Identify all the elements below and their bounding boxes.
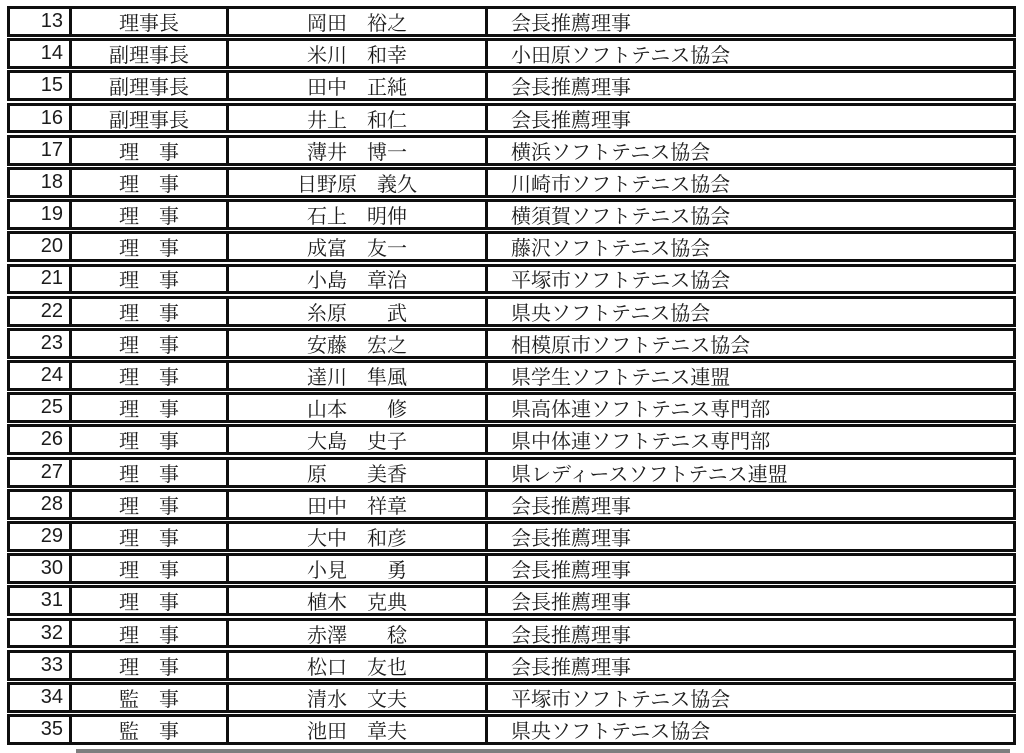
table-row — [7, 521, 1016, 552]
cell-row-number: 19 — [7, 199, 72, 230]
cell-position: 副理事長 — [69, 38, 229, 69]
cell-position: 理 事 — [69, 231, 229, 262]
cell-row-number: 33 — [7, 650, 72, 681]
cell-member-name: 安藤 宏之 — [226, 328, 488, 359]
table-row — [7, 167, 1016, 198]
cell-affiliation: 川崎市ソフトテニス協会 — [485, 167, 1016, 198]
cell-affiliation: 会長推薦理事 — [485, 618, 1016, 649]
cell-member-name: 小見 勇 — [226, 553, 488, 584]
cell-member-name: 薄井 博一 — [226, 135, 488, 166]
cell-row-number: 15 — [7, 70, 72, 101]
table-row — [7, 135, 1016, 166]
cell-member-name: 赤澤 稔 — [226, 618, 488, 649]
table-row — [7, 264, 1016, 295]
cell-affiliation: 横須賀ソフトテニス協会 — [485, 199, 1016, 230]
cell-member-name: 糸原 武 — [226, 296, 488, 327]
cell-member-name: 岡田 裕之 — [226, 6, 488, 37]
cell-row-number: 14 — [7, 38, 72, 69]
cell-member-name: 山本 修 — [226, 392, 488, 423]
cell-position: 理 事 — [69, 360, 229, 391]
cell-affiliation: 会長推薦理事 — [485, 553, 1016, 584]
cell-affiliation: 県レディースソフトテニス連盟 — [485, 457, 1016, 488]
cell-member-name: 小島 章治 — [226, 264, 488, 295]
table-row — [7, 328, 1016, 359]
cell-row-number: 24 — [7, 360, 72, 391]
table-row — [7, 296, 1016, 327]
cell-member-name: 池田 章夫 — [226, 714, 488, 745]
cell-affiliation: 県央ソフトテニス協会 — [485, 296, 1016, 327]
cell-row-number: 29 — [7, 521, 72, 552]
cell-row-number: 17 — [7, 135, 72, 166]
cell-row-number: 32 — [7, 618, 72, 649]
cell-member-name: 石上 明伸 — [226, 199, 488, 230]
table-row — [7, 553, 1016, 584]
table-row — [7, 6, 1016, 37]
cell-position: 理 事 — [69, 392, 229, 423]
cell-affiliation: 平塚市ソフトテニス協会 — [485, 682, 1016, 713]
cell-affiliation: 相模原市ソフトテニス協会 — [485, 328, 1016, 359]
cell-position: 理 事 — [69, 553, 229, 584]
cell-row-number: 23 — [7, 328, 72, 359]
table-row — [7, 585, 1016, 616]
cell-position: 理 事 — [69, 618, 229, 649]
cell-position: 理 事 — [69, 457, 229, 488]
table-row — [7, 650, 1016, 681]
cell-affiliation: 会長推薦理事 — [485, 489, 1016, 520]
table-row — [7, 103, 1016, 134]
table-row — [7, 70, 1016, 101]
cell-affiliation: 県高体連ソフトテニス専門部 — [485, 392, 1016, 423]
cell-member-name: 田中 祥章 — [226, 489, 488, 520]
cell-position: 理 事 — [69, 296, 229, 327]
cell-affiliation: 会長推薦理事 — [485, 103, 1016, 134]
cell-row-number: 35 — [7, 714, 72, 745]
cell-position: 理 事 — [69, 199, 229, 230]
cell-position: 副理事長 — [69, 70, 229, 101]
cell-member-name: 大島 史子 — [226, 424, 488, 455]
cell-row-number: 31 — [7, 585, 72, 616]
cell-affiliation: 横浜ソフトテニス協会 — [485, 135, 1016, 166]
cell-position: 監 事 — [69, 682, 229, 713]
cell-row-number: 30 — [7, 553, 72, 584]
table-row — [7, 424, 1016, 455]
cell-affiliation: 藤沢ソフトテニス協会 — [485, 231, 1016, 262]
cell-row-number: 20 — [7, 231, 72, 262]
table-row — [7, 199, 1016, 230]
table-row — [7, 360, 1016, 391]
cell-position: 理 事 — [69, 521, 229, 552]
cell-position: 理 事 — [69, 167, 229, 198]
cell-row-number: 21 — [7, 264, 72, 295]
cell-affiliation: 小田原ソフトテニス協会 — [485, 38, 1016, 69]
cell-position: 理 事 — [69, 135, 229, 166]
table-row — [7, 457, 1016, 488]
cell-row-number: 25 — [7, 392, 72, 423]
table-row — [7, 38, 1016, 69]
table-row — [7, 392, 1016, 423]
cell-member-name: 植木 克典 — [226, 585, 488, 616]
cell-member-name: 成富 友一 — [226, 231, 488, 262]
table-row — [7, 231, 1016, 262]
cell-affiliation: 会長推薦理事 — [485, 521, 1016, 552]
cell-affiliation: 県学生ソフトテニス連盟 — [485, 360, 1016, 391]
cell-member-name: 清水 文夫 — [226, 682, 488, 713]
cell-row-number: 34 — [7, 682, 72, 713]
cell-row-number: 27 — [7, 457, 72, 488]
cell-affiliation: 会長推薦理事 — [485, 650, 1016, 681]
cell-position: 理 事 — [69, 328, 229, 359]
cell-member-name: 達川 隼風 — [226, 360, 488, 391]
table-row — [7, 489, 1016, 520]
cell-row-number: 26 — [7, 424, 72, 455]
officer-table — [7, 6, 1016, 745]
cell-row-number: 16 — [7, 103, 72, 134]
table-row — [7, 714, 1016, 745]
cell-position: 理事長 — [69, 6, 229, 37]
table-row — [7, 618, 1016, 649]
cell-position: 理 事 — [69, 264, 229, 295]
cell-position: 理 事 — [69, 650, 229, 681]
cell-position: 理 事 — [69, 424, 229, 455]
cell-affiliation: 会長推薦理事 — [485, 585, 1016, 616]
cell-member-name: 原 美香 — [226, 457, 488, 488]
cell-affiliation: 県央ソフトテニス協会 — [485, 714, 1016, 745]
cell-row-number: 18 — [7, 167, 72, 198]
cell-row-number: 28 — [7, 489, 72, 520]
cell-member-name: 米川 和幸 — [226, 38, 488, 69]
cell-member-name: 日野原 義久 — [226, 167, 488, 198]
table-row — [7, 682, 1016, 713]
cell-affiliation: 県中体連ソフトテニス専門部 — [485, 424, 1016, 455]
cell-position: 監 事 — [69, 714, 229, 745]
cell-row-number: 13 — [7, 6, 72, 37]
cell-member-name: 田中 正純 — [226, 70, 488, 101]
cell-member-name: 松口 友也 — [226, 650, 488, 681]
cell-position: 理 事 — [69, 489, 229, 520]
cell-position: 副理事長 — [69, 103, 229, 134]
cell-member-name: 大中 和彦 — [226, 521, 488, 552]
cell-member-name: 井上 和仁 — [226, 103, 488, 134]
cell-affiliation: 会長推薦理事 — [485, 6, 1016, 37]
cell-position: 理 事 — [69, 585, 229, 616]
cell-affiliation: 会長推薦理事 — [485, 70, 1016, 101]
cell-affiliation: 平塚市ソフトテニス協会 — [485, 264, 1016, 295]
cell-row-number: 22 — [7, 296, 72, 327]
table-bottom-shadow — [76, 749, 1010, 753]
